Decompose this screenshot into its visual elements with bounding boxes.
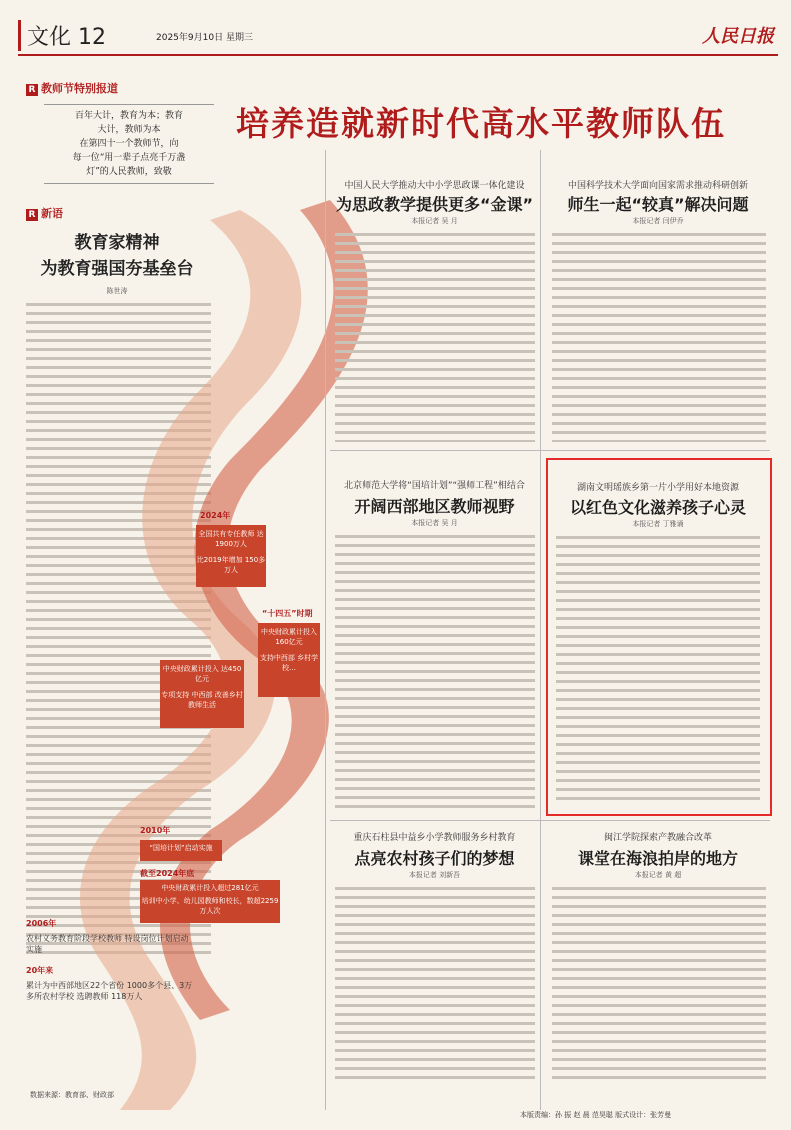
xinyu-title-line: 为教育强国夯基垒台 bbox=[40, 259, 194, 279]
article-body-texture bbox=[335, 532, 535, 812]
ribbon-stat: 专项支持 中西部 改善乡村教师生活 bbox=[161, 691, 243, 709]
lead-line: 在第四十一个教师节，向 bbox=[79, 139, 179, 149]
article-byline: 本报记者 丁雅诵 bbox=[632, 520, 684, 528]
article-title: 师生一起“较真”解决问题 bbox=[567, 195, 749, 214]
article-kicker: 中国科学技术大学面向国家需求推动科研创新 bbox=[567, 181, 748, 191]
article-byline: 本报记者 吴 月 bbox=[411, 217, 458, 225]
lead-line: 灯”的人民教师，致敬 bbox=[86, 167, 172, 177]
section-number: 文化 12 bbox=[18, 20, 106, 51]
ribbon-credit: 数据来源：教育部、财政部 bbox=[30, 1091, 114, 1099]
article-title: 课堂在海浪拍岸的地方 bbox=[577, 849, 738, 868]
r-mark-icon: R bbox=[26, 209, 38, 221]
article-kicker: 中国人民大学推动大中小学思政课一体化建设 bbox=[344, 181, 525, 191]
article-title: 为思政教学提供更多“金课” bbox=[335, 195, 534, 214]
newspaper-logo: 人民日报 bbox=[702, 26, 774, 47]
ribbon-stat: 累计为中西部地区22个省份 1000多个县、3万多所农村学校 选聘教师 118万人 bbox=[26, 981, 193, 1001]
ribbon-year: 2006年 bbox=[26, 919, 57, 928]
article-kicker: 北京师范大学将“国培计划”“强师工程”相结合 bbox=[344, 481, 525, 491]
ribbon-year: 2024年 bbox=[200, 511, 231, 520]
ribbon-stat: 全国共有专任教师 达1900万人 bbox=[198, 530, 264, 548]
xinyu-title-line: 教育家精神 bbox=[74, 233, 160, 253]
row-divider bbox=[330, 820, 770, 821]
article-kicker: 湖南文明瑶族乡第一片小学用好本地资源 bbox=[576, 483, 739, 493]
ribbon-year: 截至2024年底 bbox=[140, 869, 195, 878]
ribbon-year: “十四五”时期 bbox=[262, 609, 313, 618]
column-divider bbox=[325, 150, 326, 1110]
ribbon-stat: 比2019年增加 150多万人 bbox=[196, 556, 266, 574]
ribbon-stat: 中央财政累计投入 达450亿元 bbox=[162, 665, 242, 683]
ribbon-stat: 中央财政累计投入 160亿元 bbox=[261, 628, 317, 646]
lead-line: 百年大计，教育为本；教育 bbox=[74, 111, 183, 121]
article-byline: 本报记者 闫伊乔 bbox=[632, 217, 684, 225]
ribbon-stat-box bbox=[196, 525, 266, 587]
article-body-texture bbox=[556, 533, 760, 805]
article-kicker: 闽江学院探索产教融合改革 bbox=[603, 833, 712, 843]
article-body-texture bbox=[335, 230, 535, 442]
ribbon-year: 2010年 bbox=[140, 826, 171, 835]
xinyu-label: 新语 bbox=[41, 207, 63, 220]
article-byline: 本报记者 刘新吾 bbox=[408, 871, 461, 879]
main-headline: 培养造就新时代高水平教师队伍 bbox=[236, 104, 726, 143]
article-byline: 本报记者 黄 超 bbox=[634, 871, 682, 879]
ribbon-stat-box bbox=[258, 623, 320, 697]
row-divider bbox=[330, 450, 770, 451]
article-kicker: 重庆石柱县中益乡小学教师服务乡村教育 bbox=[353, 833, 516, 843]
xinyu-author: 陈世涛 bbox=[106, 287, 128, 295]
ribbon-stat: 支持中西部 乡村学校… bbox=[259, 654, 319, 672]
ribbon-year: 20年来 bbox=[26, 966, 54, 975]
article-title: 开阔西部地区教师视野 bbox=[354, 497, 515, 516]
r-mark-icon: R bbox=[26, 84, 38, 96]
ribbon-stat: “国培计划”启动实施 bbox=[149, 844, 213, 852]
ribbon-2006-box bbox=[26, 918, 196, 1002]
page-footer-credit: 本版责编：孙 振 赵 晨 范昊聪 版式设计：张芳曼 bbox=[520, 1111, 672, 1119]
article-title: 以红色文化滋养孩子心灵 bbox=[569, 498, 746, 517]
article-title: 点亮农村孩子们的梦想 bbox=[354, 849, 515, 868]
article-body-texture bbox=[552, 884, 766, 1084]
article-body-texture bbox=[335, 884, 535, 1084]
ribbon-stat: 农村义务教育阶段学校教师 特设岗位计划启动实施 bbox=[26, 934, 189, 954]
ribbon-stat-box bbox=[140, 880, 280, 923]
ribbon-stat-box bbox=[140, 840, 222, 861]
issue-date: 2025年9月10日 星期三 bbox=[156, 33, 253, 43]
ribbon-stat: 中央财政累计投入超过281亿元 bbox=[161, 884, 259, 892]
special-report-label: 教师节特别报道 bbox=[41, 82, 118, 95]
lead-line: 大计，教师为本 bbox=[97, 125, 161, 135]
article-body-texture bbox=[552, 230, 766, 442]
ribbon-stat-box bbox=[160, 660, 244, 728]
column-divider bbox=[540, 150, 541, 1110]
article-byline: 本报记者 吴 月 bbox=[411, 519, 458, 527]
ribbon-stat: 培训中小学、幼儿园教师和校长，数超2259万人次 bbox=[141, 897, 279, 915]
lead-line: 每一位“用一辈子点亮千万盏 bbox=[72, 153, 186, 163]
